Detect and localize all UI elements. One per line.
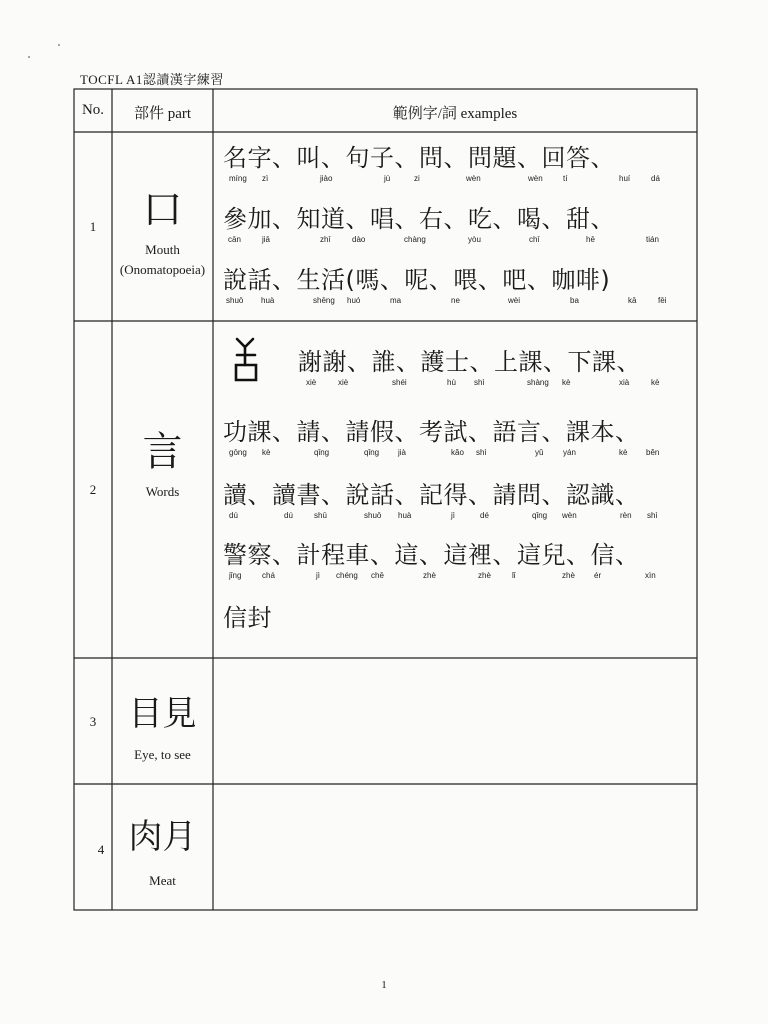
pinyin-label: shū: [314, 511, 327, 520]
pinyin-label: chī: [529, 235, 540, 244]
pinyin-label: gōng: [229, 448, 247, 457]
part-label-english: Words: [145, 484, 180, 499]
scan-speck: [28, 56, 30, 58]
pinyin-label: huí: [619, 174, 631, 183]
pinyin-label: cān: [228, 235, 241, 244]
pinyin-label: rèn: [620, 511, 632, 520]
pinyin-label: chá: [262, 571, 275, 580]
pinyin-label: chē: [371, 571, 384, 580]
header-no: No.: [81, 102, 105, 118]
example-characters: 讀、讀書、說話、記得、請問、認識、: [223, 481, 640, 509]
pinyin-label: zhè: [423, 571, 436, 580]
pinyin-label: shì: [647, 511, 658, 520]
example-characters: 謝謝、誰、護士、上課、下課、: [298, 348, 641, 376]
pinyin-label: kā: [628, 296, 637, 305]
pinyin-label: dú: [284, 511, 293, 520]
pinyin-label: jià: [398, 448, 407, 457]
pinyin-label: wèn: [466, 174, 481, 183]
part-glyph: 肉月: [128, 817, 197, 857]
pinyin-label: jǐng: [229, 571, 242, 580]
pinyin-label: ba: [570, 296, 579, 305]
page-number: 1: [381, 979, 387, 991]
pinyin-label: tí: [563, 174, 568, 183]
pinyin-label: zhè: [478, 571, 491, 580]
pinyin-label: dào: [352, 235, 366, 244]
pinyin-label: yán: [563, 448, 576, 457]
example-characters: 參加、知道、唱、右、吃、喝、甜、: [223, 205, 615, 233]
pinyin-label: ma: [390, 296, 402, 305]
header-examples: 範例字/詞 examples: [392, 106, 518, 122]
pinyin-label: ér: [594, 571, 602, 580]
pinyin-label: kè: [562, 378, 571, 387]
pinyin-label: hē: [586, 235, 595, 244]
pinyin-label: wèn: [528, 174, 543, 183]
pinyin-label: shéi: [392, 378, 407, 387]
pinyin-label: dé: [480, 511, 489, 520]
example-characters: 說話、生活(嗎、呢、喂、吧、咖啡): [223, 266, 611, 294]
part-label-english: Meat: [149, 873, 176, 888]
pinyin-label: huà: [261, 296, 275, 305]
example-characters: 名字、叫、句子、問、問題、回答、: [223, 144, 615, 172]
pinyin-label: kè: [262, 448, 271, 457]
pinyin-label: kè: [651, 378, 660, 387]
header-part: 部件 part: [133, 106, 192, 122]
part-glyph: 目見: [128, 694, 197, 734]
pinyin-label: wèi: [508, 296, 521, 305]
example-characters: 警察、計程車、這、這裡、這兒、信、: [223, 541, 640, 569]
pinyin-label: yòu: [468, 235, 481, 244]
pinyin-label: shì: [474, 378, 485, 387]
pinyin-label: shuō: [226, 296, 244, 305]
pinyin-label: kǎo: [451, 448, 464, 457]
pinyin-label: qǐng: [364, 448, 380, 457]
part-label-english: Eye, to see: [134, 747, 191, 762]
pinyin-label: xìn: [645, 571, 656, 580]
pinyin-label: xiè: [338, 378, 349, 387]
row-number: 4: [97, 842, 105, 857]
pinyin-label: lǐ: [512, 571, 516, 580]
pinyin-label: shàng: [527, 378, 549, 387]
ancient-yan-glyph-icon: [236, 339, 256, 380]
pinyin-label: jì: [316, 571, 320, 580]
pinyin-label: yǔ: [535, 448, 544, 457]
part-glyph: 言: [142, 429, 183, 475]
pinyin-label: qǐng: [532, 511, 548, 520]
part-label-english: (Onomatopoeia): [119, 262, 206, 277]
pinyin-label: dú: [229, 511, 238, 520]
pinyin-label: xiè: [306, 378, 317, 387]
pinyin-label: shì: [476, 448, 487, 457]
pinyin-label: zhī: [320, 235, 331, 244]
pinyin-label: shuō: [364, 511, 382, 520]
scan-speck: [58, 44, 60, 46]
pinyin-label: kè: [619, 448, 628, 457]
pinyin-label: hù: [447, 378, 456, 387]
pinyin-label: jiào: [320, 174, 333, 183]
pinyin-label: qǐng: [314, 448, 330, 457]
row-number: 2: [89, 482, 97, 497]
pinyin-label: ne: [451, 296, 460, 305]
part-glyph: 口: [142, 187, 183, 233]
pinyin-label: zi: [414, 174, 420, 183]
document-title: TOCFL A1認讀漢字練習: [80, 72, 224, 87]
pinyin-label: jù: [384, 174, 391, 183]
pinyin-label: xià: [619, 378, 630, 387]
row-number: 3: [89, 714, 97, 729]
row-number: 1: [89, 219, 97, 234]
pinyin-label: chàng: [404, 235, 426, 244]
pinyin-label: shēng: [313, 296, 335, 305]
part-label-english: Mouth: [145, 242, 180, 257]
pinyin-label: dá: [651, 174, 660, 183]
pinyin-label: wèn: [562, 511, 577, 520]
example-characters: 功課、請、請假、考試、語言、課本、: [223, 418, 640, 446]
pinyin-label: tián: [646, 235, 659, 244]
pinyin-label: chéng: [336, 571, 358, 580]
pinyin-label: huó: [347, 296, 361, 305]
pinyin-label: fēi: [658, 296, 667, 305]
pinyin-label: zhè: [562, 571, 575, 580]
pinyin-label: zì: [262, 174, 269, 183]
pinyin-label: jiā: [262, 235, 271, 244]
pinyin-label: míng: [229, 174, 247, 183]
example-characters: 信封: [223, 604, 272, 632]
pinyin-label: huà: [398, 511, 412, 520]
pinyin-label: běn: [646, 448, 660, 457]
pinyin-label: jì: [451, 511, 455, 520]
